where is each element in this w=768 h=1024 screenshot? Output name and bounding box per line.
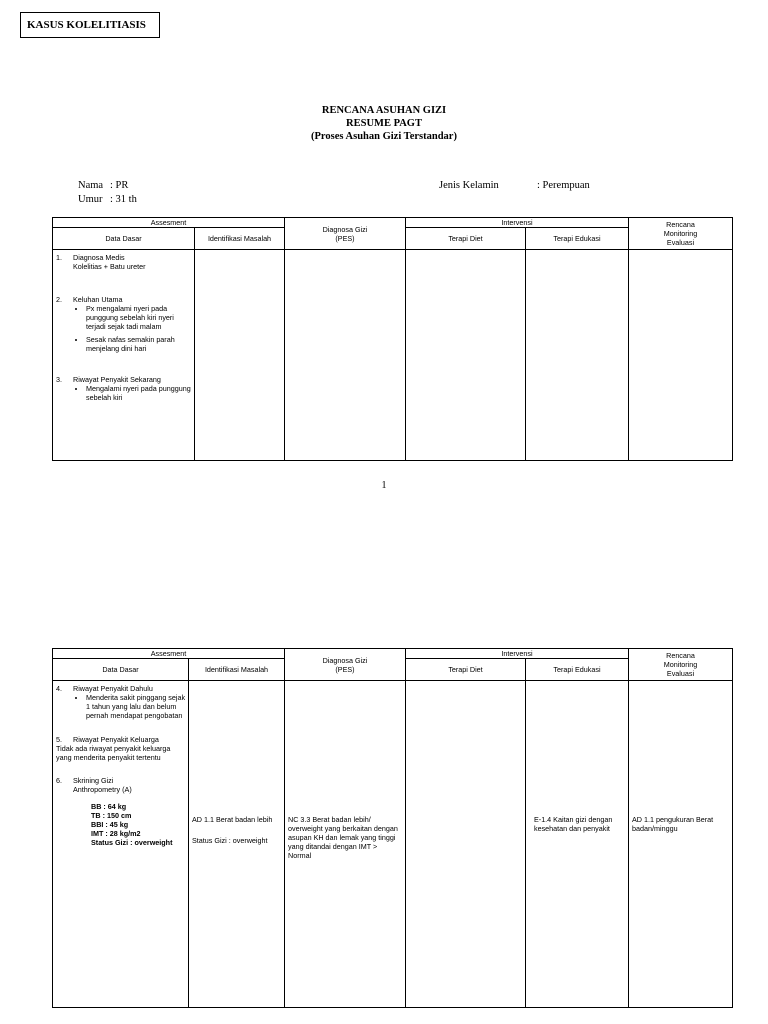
list-item: 1. Diagnosa Medis Kolelitias + Batu ureter [56, 253, 146, 271]
data-dasar-cell [53, 250, 195, 461]
header-assessment: Assesment [53, 649, 285, 659]
title-line-2: RESUME PAGT [346, 118, 422, 129]
title-line-3: (Proses Asuhan Gizi Terstandar) [311, 131, 457, 142]
header-intervensi: Intervensi [406, 218, 629, 228]
list-item: 6. Skrining Gizi Anthropometry (A) BB : 64 kg TB : 150 cm BBI : 45 kg IMT : 28 kg/m2 Status Gizi : overweight [56, 776, 186, 847]
gender-value: : Perempuan [537, 180, 590, 191]
identifikasi-cell: AD 1.1 Berat badan lebih Status Gizi : overweight [189, 681, 285, 1008]
list-item: 5. Riwayat Penyakit Keluarga Tidak ada riwayat penyakit keluarga yang menderita penyakit tertentu [56, 735, 171, 762]
header-diagnosa: Diagnosa Gizi (PES) [285, 218, 406, 250]
case-label: KASUS KOLELITIASIS [20, 12, 160, 38]
anthropometry-values: BB : 64 kg TB : 150 cm BBI : 45 kg IMT : 28 kg/m2 Status Gizi : overweight [91, 802, 173, 847]
monitoring-cell [629, 250, 733, 461]
data-dasar-cell [53, 681, 189, 1008]
list-item: 2. Keluhan Utama • Px mengalami nyeri pada punggung sebelah kiri nyeri terjadi sejak tadi malam • Sesak nafas semakin parah menjelang dini hari [56, 295, 192, 353]
header-rencana: Rencana Monitoring Evaluasi [629, 218, 733, 250]
diagnosa-cell: NC 3.3 Berat badan lebih/ overweight yang berkaitan dengan asupan KH dan lemak yang tinggi yang ditandai dengan IMT > Normal [285, 681, 406, 1008]
terapi-diet-cell [406, 250, 526, 461]
header-assessment: Assesment [53, 218, 285, 228]
page-number: 1 [381, 480, 387, 491]
list-item: 3. Riwayat Penyakit Sekarang • Mengalami nyeri pada punggung sebelah kiri [56, 375, 192, 402]
name-value: : PR [110, 180, 129, 191]
terapi-edukasi-cell [526, 250, 629, 461]
header-diagnosa: Diagnosa Gizi (PES) [285, 649, 406, 681]
header-identifikasi: Identifikasi Masalah [195, 228, 285, 250]
header-data-dasar: Data Dasar [53, 228, 195, 250]
header-identifikasi: Identifikasi Masalah [189, 659, 285, 681]
terapi-edukasi-cell: E-1.4 Kaitan gizi dengan kesehatan dan penyakit [526, 681, 629, 1008]
header-data-dasar: Data Dasar [53, 659, 189, 681]
care-plan-table-page-2 [52, 648, 733, 1008]
title-line-1: RENCANA ASUHAN GIZI [321, 105, 447, 116]
header-intervensi: Intervensi [406, 649, 629, 659]
header-terapi-edukasi: Terapi Edukasi [526, 228, 629, 250]
header-terapi-diet: Terapi Diet [406, 228, 526, 250]
identifikasi-cell [195, 250, 285, 461]
monitoring-cell: AD 1.1 pengukuran Berat badan/minggu [629, 681, 733, 1008]
header-terapi-diet: Terapi Diet [406, 659, 526, 681]
header-terapi-edukasi: Terapi Edukasi [526, 659, 629, 681]
document-title [0, 104, 768, 143]
diagnosa-cell [285, 250, 406, 461]
name-label: Nama [78, 180, 104, 191]
list-item: 4. Riwayat Penyakit Dahulu • Menderita sakit pinggang sejak 1 tahun yang lalu dan belum pernah mendapat pengobatan [56, 684, 186, 720]
age-value: : 31 th [110, 194, 137, 205]
terapi-diet-cell [406, 681, 526, 1008]
header-rencana: Rencana Monitoring Evaluasi [629, 649, 733, 681]
care-plan-table-page-1 [52, 217, 733, 461]
gender-label: Jenis Kelamin [439, 180, 499, 191]
age-label: Umur [78, 194, 103, 205]
